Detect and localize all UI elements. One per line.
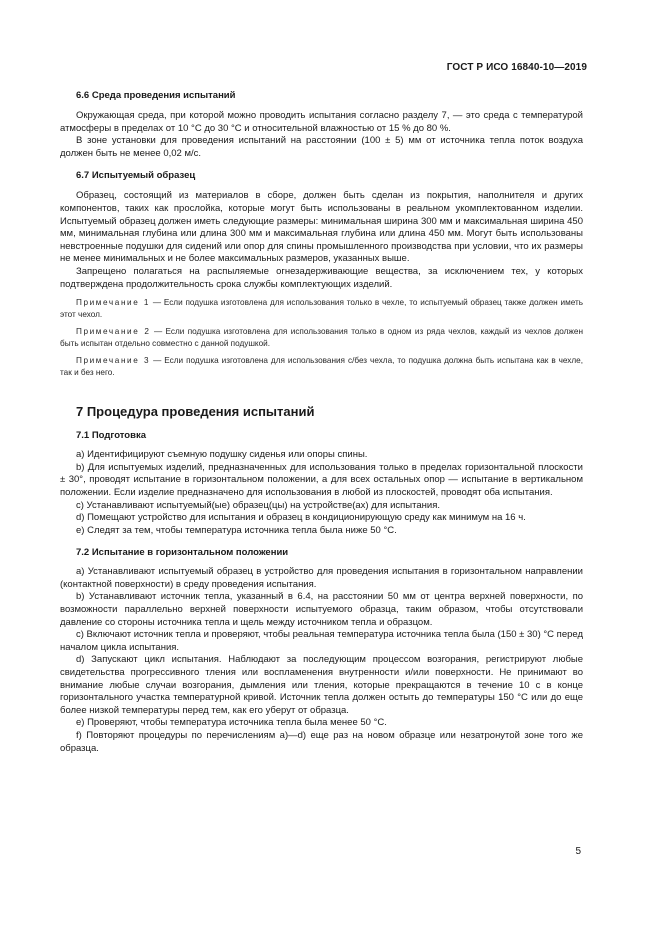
list-item-7-1-b: b) Для испытуемых изделий, предназначенных для использования только в пределах горизонтальной плоскости ± 30°, проводят испытание в горизонтальном положении, а для всех остальных опор — испытание в вертикальном положении. Если изделие предназначено для использования в любой из плоскостей, проводят оба испытания. xyxy=(60,461,583,498)
list-item-7-1-e: е) Следят за тем, чтобы температура источника тепла была ниже 50 °С. xyxy=(76,524,397,536)
note-2 xyxy=(60,326,583,349)
section-6-7-paragraph-1: Образец, состоящий из материалов в сборе, должен быть сделан из покрытия, наполнителя и других компонентов, таких как прослойка, которые могут быть использованы в реальном укомплектованном изделии. Испытуемый образец должен иметь следующие размеры: минимальная ширина 300 мм и максимальная ширина 450 мм, минимальная глубина или длина 300 мм и максимальная глубина или длина 450 мм. Могут быть использованы невстроенные подушки для сидений или опор для спины промышленного производства при условии, что их размеры не менее минимальных и не более максимальных размеров, указанных выше. xyxy=(60,190,583,265)
list-item-7-1-c: с) Устанавливают испытуемый(ые) образец(цы) на устройстве(ах) для испытания. xyxy=(76,499,440,511)
note-1-text: — Если подушка изготовлена для использования только в чехле, то испытуемый образец также должен иметь этот чехол. xyxy=(60,298,584,319)
section-6-6-paragraph-1: Окружающая среда, при которой можно проводить испытания согласно разделу 7, — это среда с температурой атмосферы в пределах от 10 °С до 30 °С и относительной влажностью от 15 % до 80 %. xyxy=(60,110,583,134)
note-2-label: Примечание 2 xyxy=(76,327,151,337)
note-1 xyxy=(60,297,583,320)
page-number: 5 xyxy=(575,846,581,857)
list-item-7-1-a: а) Идентифицируют съемную подушку сиденья или опоры спины. xyxy=(76,449,368,461)
note-2-text: — Если подушка изготовлена для использования только в одном из ряда чехлов, каждый из чехлов должен быть испытан отдельно совместно с данной подушкой. xyxy=(60,327,583,348)
list-item-7-2-a: а) Устанавливают испытуемый образец в устройство для проведения испытания в горизонтальном направлении (контактной поверхности) в среду проведения испытания. xyxy=(60,566,583,590)
section-7-1-heading: 7.1 Подготовка xyxy=(76,430,146,442)
document-body xyxy=(60,90,583,755)
list-item-7-2-b: b) Устанавливают источник тепла, указанный в 6.4, на расстоянии 50 мм от центра верхней поверхности, по возможности параллельно верхней поверхности испытуемого образца, таким образом, чтобы отсутствовали давление со стороны источника тепла и щель между источником тепла и образцом. xyxy=(60,591,583,628)
section-7-heading: 7 Процедура проведения испытаний xyxy=(76,404,315,420)
section-6-7-heading: 6.7 Испытуемый образец xyxy=(76,170,196,182)
note-3-text: — Если подушка изготовлена для использования с/без чехла, то подушка должна быть испытана как в чехле, так и без него. xyxy=(60,356,584,377)
section-6-6-paragraph-2: В зоне установки для проведения испытаний на расстоянии (100 ± 5) мм от источника тепла поток воздуха должен быть не менее 0,02 м/с. xyxy=(60,135,583,159)
section-7-2-heading: 7.2 Испытание в горизонтальном положении xyxy=(76,547,289,559)
list-item-7-2-d: d) Запускают цикл испытания. Наблюдают за последующим процессом возгорания, регистрируют любые свидетельства прогрессивного тления или воспламенения внутренности и/или поверхности. Не принимают во внимание любые случаи возгорания, дымления или тления, которые прекращаются в течение 10 с в конце горизонтального участка температурной кривой. Источник тепла должен остыть до температуры 150 °С или до еще более низкой температуры перед тем, как его уберут от образца. xyxy=(60,654,583,716)
note-3 xyxy=(60,355,583,378)
section-6-6-heading: 6.6 Среда проведения испытаний xyxy=(76,90,236,101)
list-item-7-2-c: с) Включают источник тепла и проверяют, чтобы реальная температура источника тепла была (150 ± 30) °С перед началом цикла испытания. xyxy=(60,629,583,653)
section-6-7-paragraph-2: Запрещено полагаться на распыляемые огнезадерживающие вещества, за исключением тех, у которых подтверждена продолжительность срока службы комплектующих изделий. xyxy=(60,265,583,290)
note-3-label: Примечание 3 xyxy=(76,356,151,366)
list-item-7-1-d: d) Помещают устройство для испытания и образец в кондиционирующую среду как минимум на 16 ч. xyxy=(76,512,526,524)
list-item-7-2-e: е) Проверяют, чтобы температура источника тепла была менее 50 °С. xyxy=(76,717,387,729)
list-item-7-2-f: f) Повторяют процедуры по перечислениям а)—d) еще раз на новом образце или незатронутой зоне того же образца. xyxy=(60,730,583,754)
document-header: ГОСТ Р ИСО 16840-10—2019 xyxy=(446,62,587,73)
note-1-label: Примечание 1 xyxy=(76,298,150,308)
